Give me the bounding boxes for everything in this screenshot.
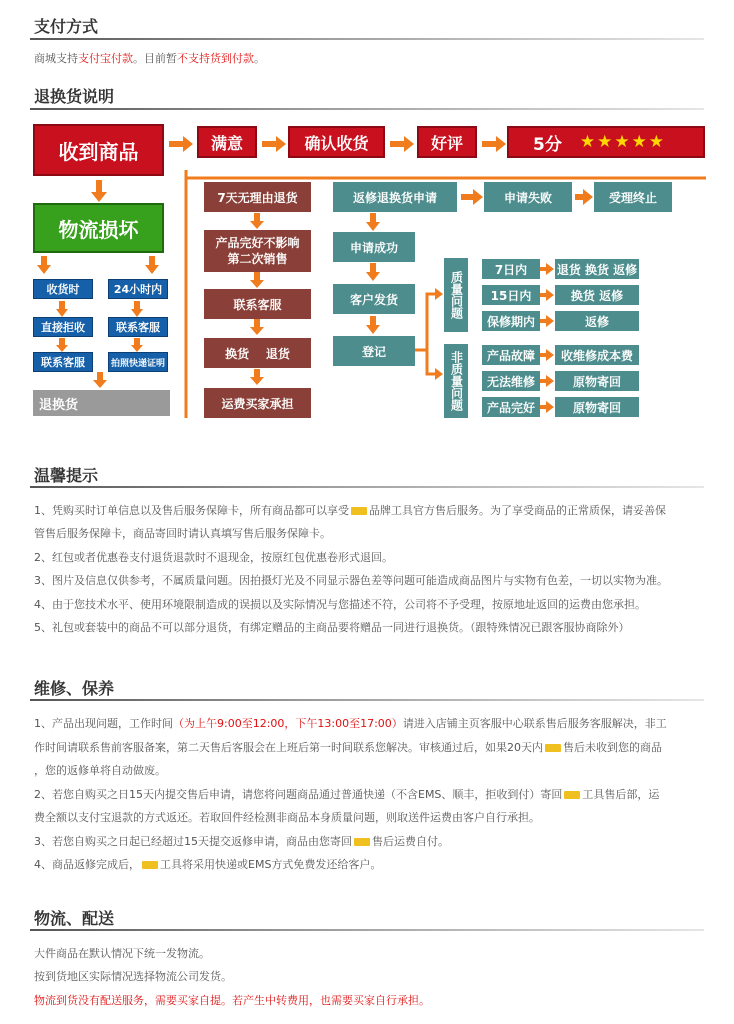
flow-send-back-2: 原物寄回 xyxy=(555,397,639,417)
flow-warranty: 保修期内 xyxy=(482,311,540,331)
repair-divider xyxy=(30,699,704,701)
logistics-line-3: 物流到货没有配送服务，需要买家自提。若产生中转费用，也需要买家自行承担。 xyxy=(34,994,430,1007)
flow-unrepairable: 无法维修 xyxy=(482,371,540,391)
repair-line-3b: 售后运费自付。 xyxy=(372,835,449,848)
flow-score xyxy=(507,126,705,158)
arrow-down-icon xyxy=(131,301,143,317)
repair-working-hours: （为上午9:00至12:00，下午13:00至17:00） xyxy=(173,717,403,730)
arrow-down-icon xyxy=(91,180,107,202)
payment-divider xyxy=(30,38,704,40)
arrow-icon xyxy=(388,134,418,154)
brand-logo-icon xyxy=(545,744,561,752)
flow-send-back-1: 原物寄回 xyxy=(555,371,639,391)
arrow-icon xyxy=(260,134,290,154)
tips-line-2: 2、红包或者优惠卷支付退货退款时不退现金，按原红包优惠卷形式退回。 xyxy=(34,551,393,564)
score-value: 5分 xyxy=(533,134,562,155)
logistics-divider xyxy=(30,929,704,931)
repair-line-2 xyxy=(34,786,659,802)
tips-line-4: 4、由于您技术水平、使用环境限制造成的误损以及实际情况与您描述不符，公司将不予受理，按原地址返回的运费由您承担。 xyxy=(34,598,646,611)
flow-seven-days: 7天无理由退货 xyxy=(204,182,311,212)
flow-day15: 15日内 xyxy=(482,285,540,305)
flow-confirm: 确认收货 xyxy=(288,126,385,158)
flow-intact2: 产品完好 xyxy=(482,397,540,417)
flow-r1: 退货 换货 返修 xyxy=(555,259,639,279)
payment-text-prefix: 商城支持 xyxy=(34,52,78,65)
repair-title: 维修、保养 xyxy=(34,679,115,698)
arrow-down-icon xyxy=(250,272,264,288)
logistics-line-2: 按到货地区实际情况选择物流公司发货。 xyxy=(34,970,232,983)
arrow-icon xyxy=(167,134,197,154)
flow-satisfied: 满意 xyxy=(197,126,257,158)
arrow-icon xyxy=(540,314,556,328)
payment-text-mid: 。目前暂 xyxy=(133,52,177,65)
flow-r3: 返修 xyxy=(555,311,639,331)
repair-line-1b: 请进入店铺主页客服中心联系售后服务客服解决，非工 xyxy=(402,717,667,730)
logistics-line-1: 大件商品在默认情况下统一发物流。 xyxy=(34,947,210,960)
repair-line-2c: 费全额以支付宝退款的方式返还。若取回件经检测非商品本身质量问题，则取送件运费由客户自行承担。 xyxy=(34,811,540,824)
tips-line-1 xyxy=(34,502,666,518)
flow-register: 登记 xyxy=(333,336,415,366)
payment-text xyxy=(34,50,265,66)
flow-reject: 直接拒收 xyxy=(33,317,93,337)
tips-line-1c: 管售后服务保障卡，商品寄回时请认真填写售后服务保障卡。 xyxy=(34,527,331,540)
flow-contact-cs-blue-2: 联系客服 xyxy=(33,352,93,372)
arrow-icon xyxy=(573,188,595,206)
flow-on-receipt: 收货时 xyxy=(33,279,93,299)
arrow-down-icon xyxy=(250,319,264,335)
repair-line-3a: 3、若您自购买之日起已经超过15天提交返修申请，商品由您寄回 xyxy=(34,835,352,848)
tips-title: 温馨提示 xyxy=(34,466,99,485)
repair-line-2b: 工具售后部，运 xyxy=(582,788,660,801)
flow-terminate: 受理终止 xyxy=(594,182,672,212)
tips-line-1a: 1、凭购买时订单信息以及售后服务保障卡，所有商品都可以享受 xyxy=(34,504,349,517)
brand-logo-icon xyxy=(564,791,580,799)
repair-line-4a: 4、商品返修完成后， xyxy=(34,858,140,871)
arrow-icon xyxy=(540,288,556,302)
arrow-icon xyxy=(540,262,556,276)
tips-line-5: 5、礼包或套装中的商品不可以部分退货，有绑定赠品的主商品要将赠品一同进行退换货。（跟特殊情况已跟客服协商除外） xyxy=(34,621,630,634)
branch-arrows xyxy=(415,286,445,386)
repair-line-1 xyxy=(34,715,667,731)
arrow-down-icon xyxy=(366,263,380,281)
arrow-down-icon xyxy=(366,213,380,231)
brand-logo-icon xyxy=(351,507,367,515)
arrow-icon xyxy=(459,188,485,206)
flow-day7: 7日内 xyxy=(482,259,540,279)
tips-divider xyxy=(30,486,704,488)
brand-logo-icon xyxy=(142,861,158,869)
flow-return-exchange: 退换货 xyxy=(33,390,170,416)
flow-repair-apply: 返修退换货申请 xyxy=(333,182,457,212)
returns-title: 退换货说明 xyxy=(34,87,115,106)
tips-line-3: 3、图片及信息仅供参考，不属质量问题。因拍摄灯光及不同显示器色差等问题可能造成商品图片与实物有色差，一切以实物为准。 xyxy=(34,574,668,587)
repair-line-1c-text: 作时间请联系售前客服备案，第二天售后客服会在上班后第一时间联系您解决。审核通过后，如果20天内 xyxy=(34,741,543,754)
flow-exchange-return: 换货 退货 xyxy=(204,338,311,368)
repair-line-3 xyxy=(34,833,449,849)
flow-apply-fail: 申请失败 xyxy=(484,182,572,212)
arrow-down-icon xyxy=(56,301,68,317)
brand-logo-icon xyxy=(354,838,370,846)
flow-intact: 产品完好不影响第二次销售 xyxy=(204,230,311,272)
flow-photo-proof: 拍照快递证明 xyxy=(108,352,168,372)
arrow-down-icon xyxy=(250,369,264,385)
flow-within-24h: 24小时内 xyxy=(108,279,168,299)
arrow-down-icon xyxy=(145,256,159,274)
arrow-down-icon xyxy=(250,213,264,229)
flow-apply-success: 申请成功 xyxy=(333,232,415,262)
repair-line-2a: 2、若您自购买之日15天内提交售后申请，请您将问题商品通过普通快递（不含EMS、顺丰，拒收到付）寄回 xyxy=(34,788,563,801)
flow-customer-ship: 客户发货 xyxy=(333,284,415,314)
flow-fault: 产品故障 xyxy=(482,345,540,365)
flow-shipping-buyer: 运费买家承担 xyxy=(204,388,311,418)
payment-no-cod: 不支持货到付款 xyxy=(177,52,254,65)
repair-line-4 xyxy=(34,856,381,872)
tips-line-1b: 品牌工具官方售后服务。为了享受商品的正常质保，请妥善保 xyxy=(369,504,666,517)
payment-text-end: 。 xyxy=(254,52,265,65)
arrow-icon xyxy=(540,348,556,362)
flow-quality-issue: 质量问题 xyxy=(444,258,468,332)
logistics-title: 物流、配送 xyxy=(34,909,115,928)
flow-contact-cs: 联系客服 xyxy=(204,289,311,319)
repair-line-1c xyxy=(34,739,662,755)
flow-contact-cs-blue: 联系客服 xyxy=(108,317,168,337)
flow-receive: 收到商品 xyxy=(33,124,164,176)
flow-r2: 换货 返修 xyxy=(555,285,639,305)
repair-line-4b: 工具将采用快递或EMS方式免费发还给客户。 xyxy=(160,858,382,871)
arrow-down-icon xyxy=(93,372,107,388)
arrow-down-icon xyxy=(56,338,68,352)
payment-title: 支付方式 xyxy=(34,17,99,36)
arrow-down-icon xyxy=(37,256,51,274)
arrow-down-icon xyxy=(131,338,143,352)
returns-divider xyxy=(30,108,704,110)
flow-non-quality-issue: 非质量问题 xyxy=(444,344,468,418)
flow-repair-fee: 收维修成本费 xyxy=(555,345,639,365)
flow-praise: 好评 xyxy=(417,126,477,158)
repair-line-1a: 1、产品出现问题，工作时间 xyxy=(34,717,173,730)
arrow-down-icon xyxy=(366,316,380,334)
repair-line-1e: ，您的返修单将自动做废。 xyxy=(34,764,166,777)
flow-damaged: 物流损坏 xyxy=(33,203,164,253)
arrow-icon xyxy=(540,400,556,414)
repair-line-1d: 售后未收到您的商品 xyxy=(563,741,662,754)
payment-alipay: 支付宝付款 xyxy=(78,52,133,65)
star-rating-icon: ★★★★★ xyxy=(579,132,667,152)
arrow-icon xyxy=(480,134,510,154)
arrow-icon xyxy=(540,374,556,388)
